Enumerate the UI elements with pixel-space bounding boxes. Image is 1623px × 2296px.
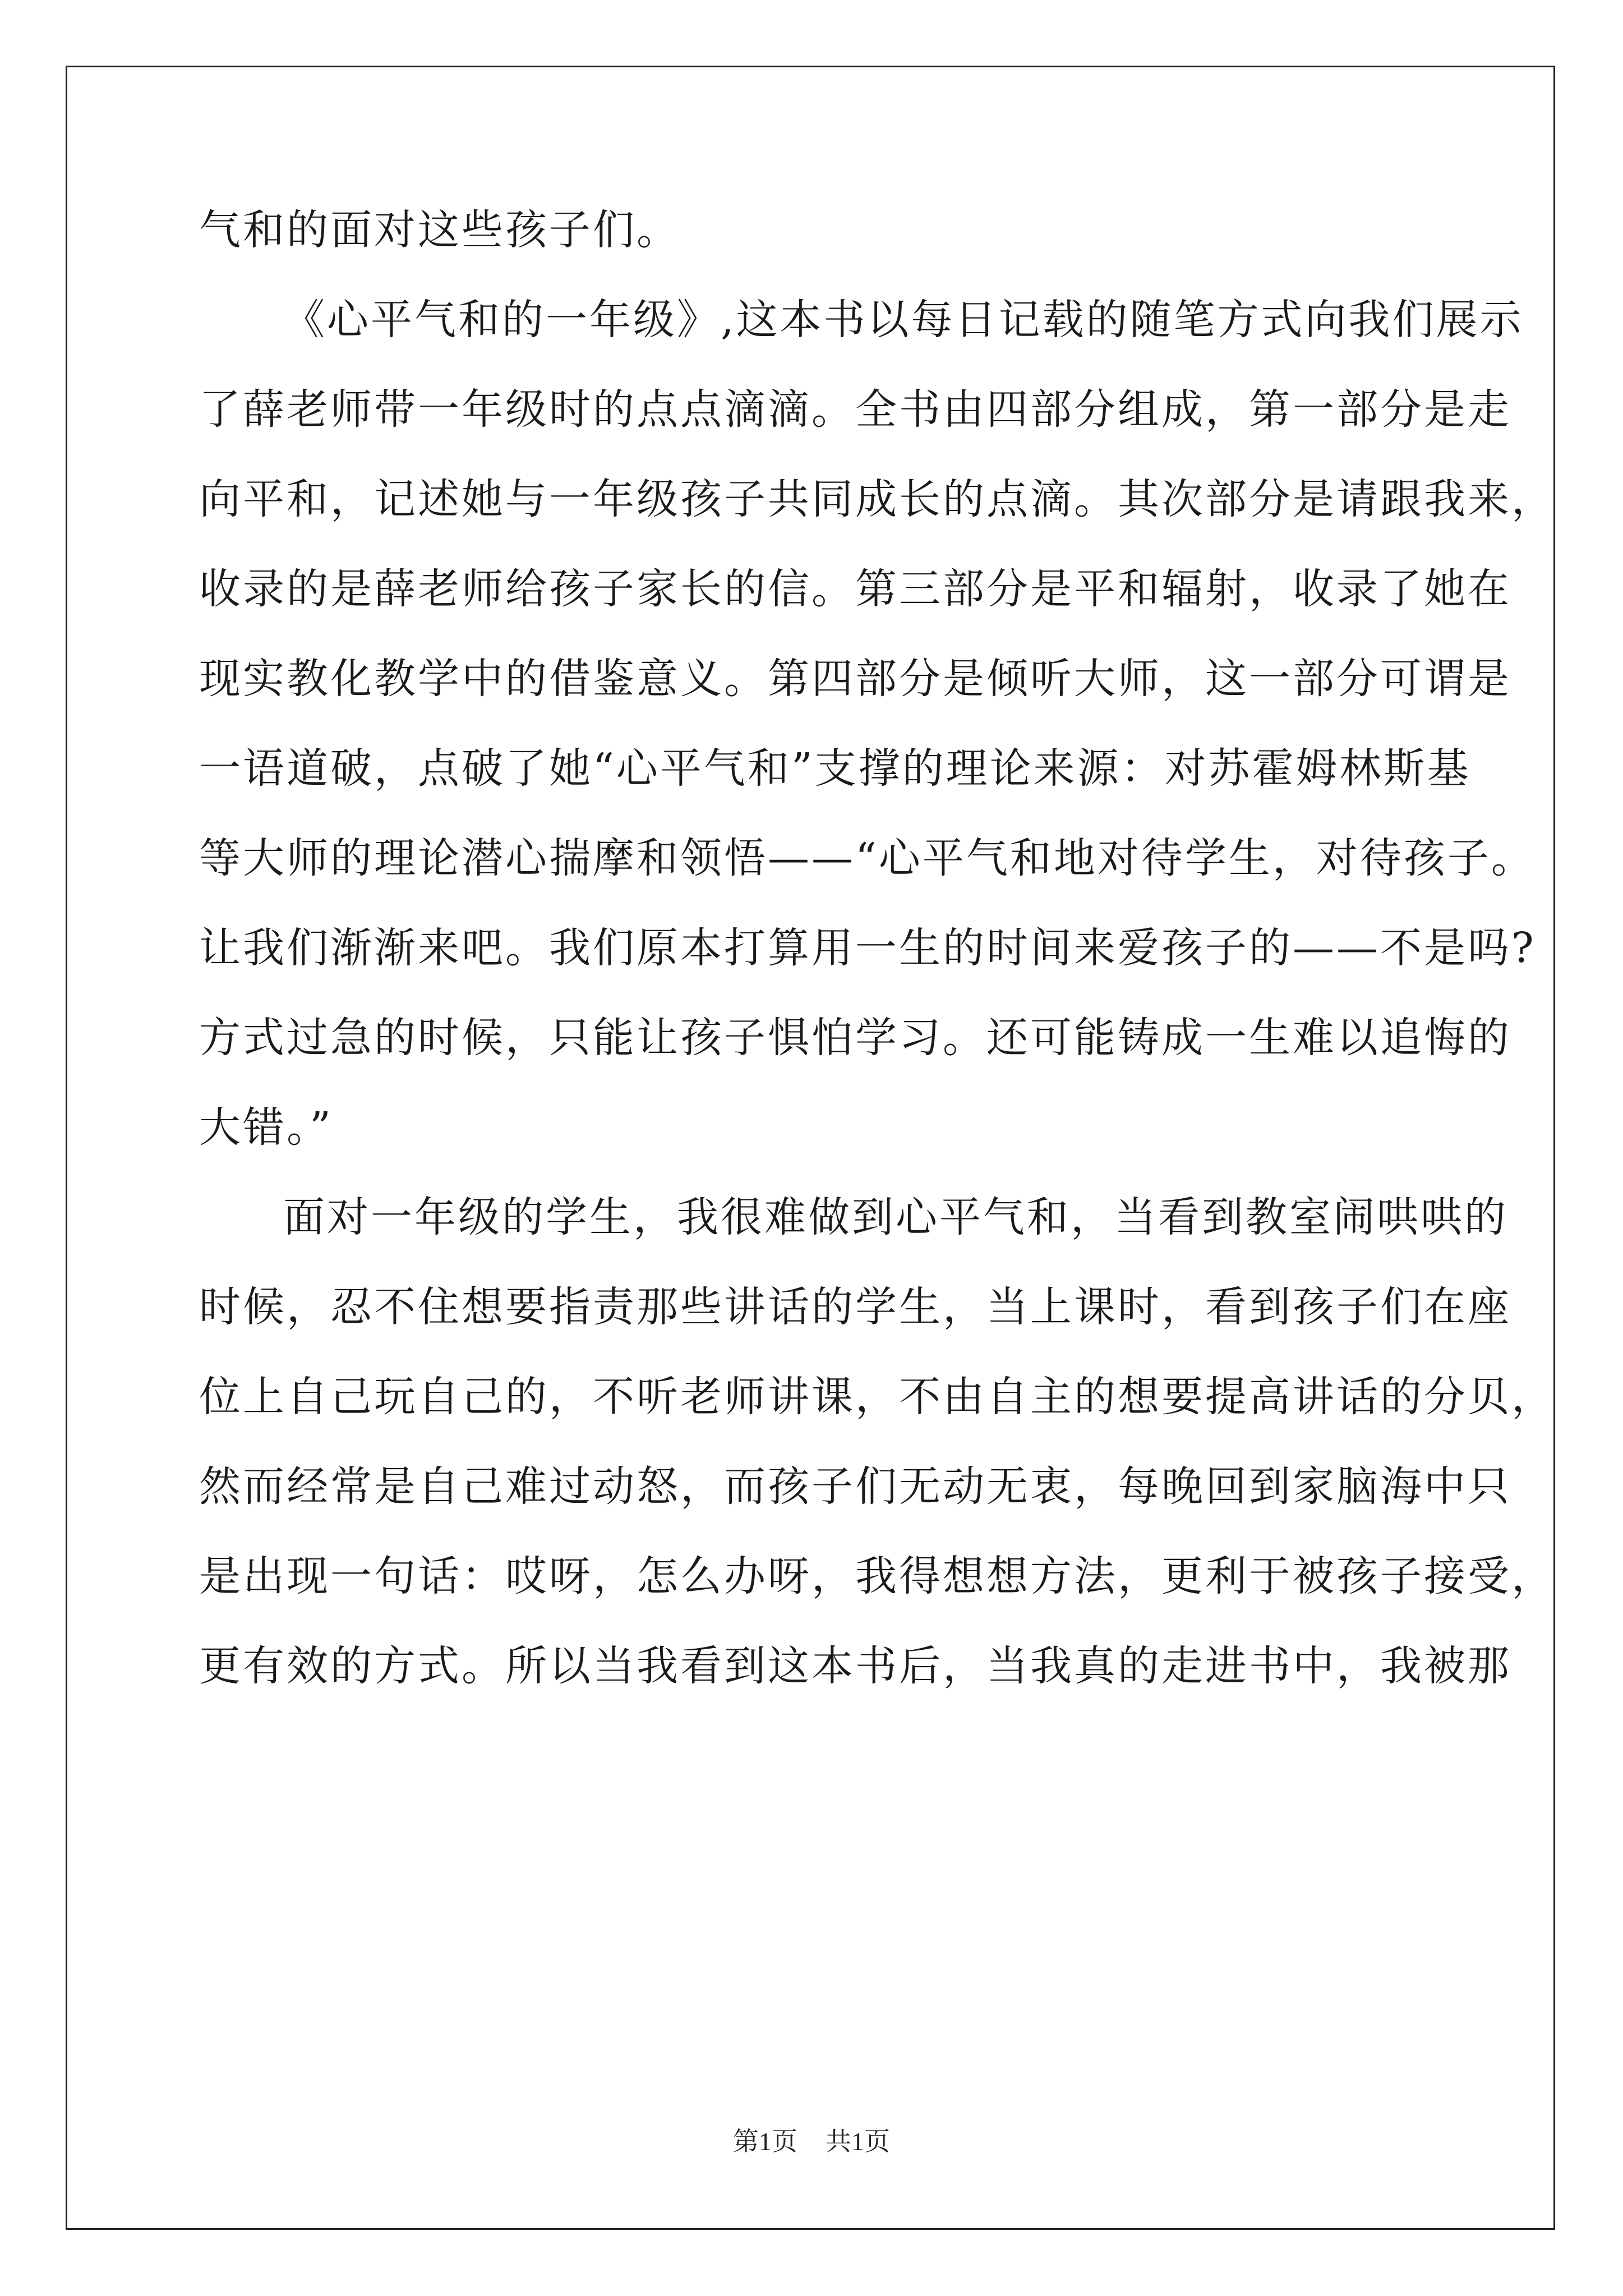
text-line-8: 等大师的理论潜心揣摩和领悟——“心平气和地对待学生，对待孩子。 bbox=[199, 834, 1535, 882]
text-line-16: 是出现一句话：哎呀，怎么办呀，我得想想方法，更利于被孩子接受， bbox=[199, 1552, 1555, 1600]
text-line-17: 更有效的方式。所以当我看到这本书后，当我真的走进书中，我被那 bbox=[199, 1642, 1511, 1690]
page-total: 共1页 bbox=[826, 2127, 890, 2156]
text-line-14: 位上自己玩自己的，不听老师讲课，不由自主的想要提高讲话的分贝， bbox=[199, 1373, 1555, 1421]
text-line-6: 现实教化教学中的借鉴意义。第四部分是倾听大师，这一部分可谓是 bbox=[199, 655, 1511, 703]
text-line-13: 时候，忍不住想要指责那些讲话的学生，当上课时，看到孩子们在座 bbox=[199, 1283, 1511, 1331]
text-line-7: 一语道破，点破了她“心平气和”支撑的理论来源：对苏霍姆林斯基 bbox=[199, 744, 1471, 793]
text-line-15: 然而经常是自己难过动怒，而孩子们无动无衷，每晚回到家脑海中只 bbox=[199, 1462, 1511, 1511]
text-line-5: 收录的是薛老师给孩子家长的信。第三部分是平和辐射，收录了她在 bbox=[199, 565, 1511, 613]
page-number: 第1页 bbox=[733, 2127, 797, 2156]
text-line-1: 气和的面对这些孩子们。 bbox=[199, 206, 680, 254]
text-line-3: 了薛老师带一年级时的点点滴滴。全书由四部分组成，第一部分是走 bbox=[199, 385, 1511, 434]
text-line-2: 《心平气和的一年级》,这本书以每日记载的随笔方式向我们展示 bbox=[283, 296, 1524, 344]
text-line-9: 让我们渐渐来吧。我们原本打算用一生的时间来爱孩子的——不是吗? bbox=[199, 924, 1536, 972]
text-line-4: 向平和，记述她与一年级孩子共同成长的点滴。其次部分是请跟我来， bbox=[199, 475, 1555, 523]
page-footer bbox=[0, 2125, 1623, 2159]
text-line-11: 大错。” bbox=[199, 1103, 333, 1152]
text-line-10: 方式过急的时候，只能让孩子惧怕学习。还可能铸成一生难以追悔的 bbox=[199, 1014, 1511, 1062]
text-line-12: 面对一年级的学生，我很难做到心平气和，当看到教室闹哄哄的 bbox=[283, 1193, 1508, 1241]
